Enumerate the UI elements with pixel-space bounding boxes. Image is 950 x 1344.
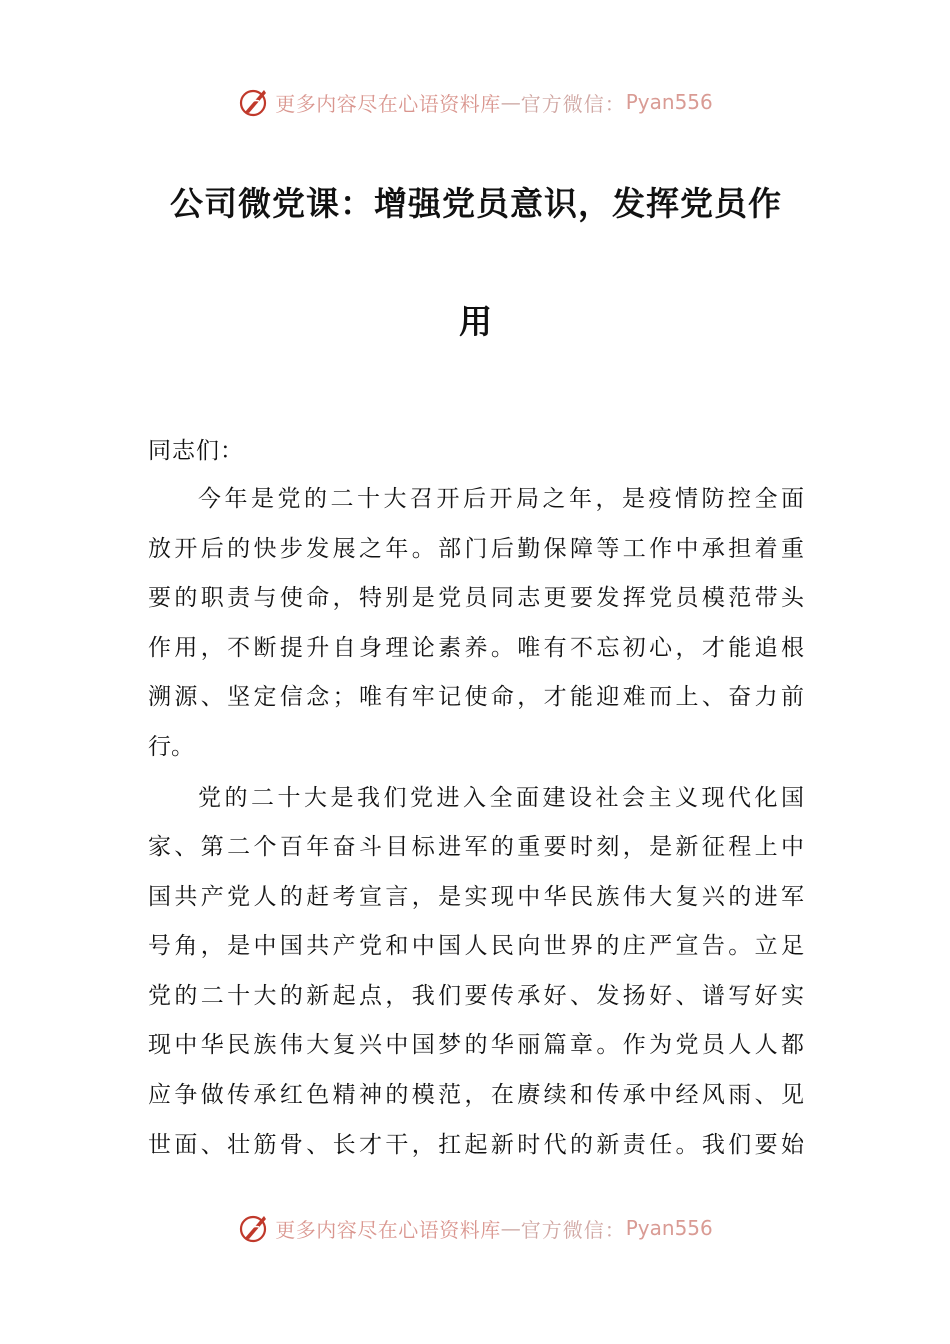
watermark-separator: — — [500, 1216, 521, 1240]
watermark-wechat-label: 官方微信： — [520, 1217, 626, 1242]
paragraph-1-line: 要的职责与使命，特别是党员同志更要发挥党员模范带头 — [148, 585, 804, 611]
paragraph-2-line: 号角，是中国共产党和中国人民向世界的庄严宣告。立足 — [148, 933, 804, 959]
watermark-site: 更多内容尽在心语资料库 — [275, 91, 501, 116]
paragraph-2-line: 国共产党人的赶考宣言，是实现中华民族伟大复兴的进军 — [148, 884, 804, 910]
quill-logo-icon — [237, 1211, 271, 1245]
paragraph-1-line: 放开后的快步发展之年。部门后勤保障等工作中承担着重 — [148, 536, 804, 562]
paragraph-1-line: 今年是党的二十大召开后开局之年，是疫情防控全面 — [198, 486, 804, 512]
paragraph-2-line: 世面、壮筋骨、长才干，扛起新时代的新责任。我们要始 — [148, 1132, 804, 1158]
document-title-line-2: 用 — [459, 302, 493, 341]
paragraph-2-line: 家、第二个百年奋斗目标进军的重要时刻，是新征程上中 — [148, 834, 804, 860]
salutation: 同志们： — [148, 438, 244, 464]
watermark-site: 更多内容尽在心语资料库 — [275, 1217, 501, 1242]
watermark-header — [0, 82, 950, 122]
paragraph-1-line: 行。 — [148, 734, 194, 760]
watermark-footer — [0, 1208, 950, 1248]
watermark-wechat-id: Pyan556 — [625, 1216, 713, 1240]
paragraph-1-line: 溯源、坚定信念；唯有牢记使命，才能迎难而上、奋力前 — [148, 684, 804, 710]
paragraph-2-line: 党的二十大的新起点，我们要传承好、发扬好、谱写好实 — [148, 983, 804, 1009]
paragraph-1-line: 作用，不断提升自身理论素养。唯有不忘初心，才能追根 — [148, 635, 804, 661]
paragraph-2-line: 现中华民族伟大复兴中国梦的华丽篇章。作为党员人人都 — [148, 1032, 804, 1058]
paragraph-2-line: 应争做传承红色精神的模范，在赓续和传承中经风雨、见 — [148, 1082, 804, 1108]
document-title-line-1: 公司微党课：增强党员意识，发挥党员作 — [170, 184, 782, 223]
watermark-wechat-id: Pyan556 — [625, 90, 713, 114]
watermark-wechat-label: 官方微信： — [520, 91, 626, 116]
watermark-separator: — — [500, 90, 521, 114]
quill-logo-icon — [237, 85, 271, 119]
paragraph-2-line: 党的二十大是我们党进入全面建设社会主义现代化国 — [198, 785, 804, 811]
